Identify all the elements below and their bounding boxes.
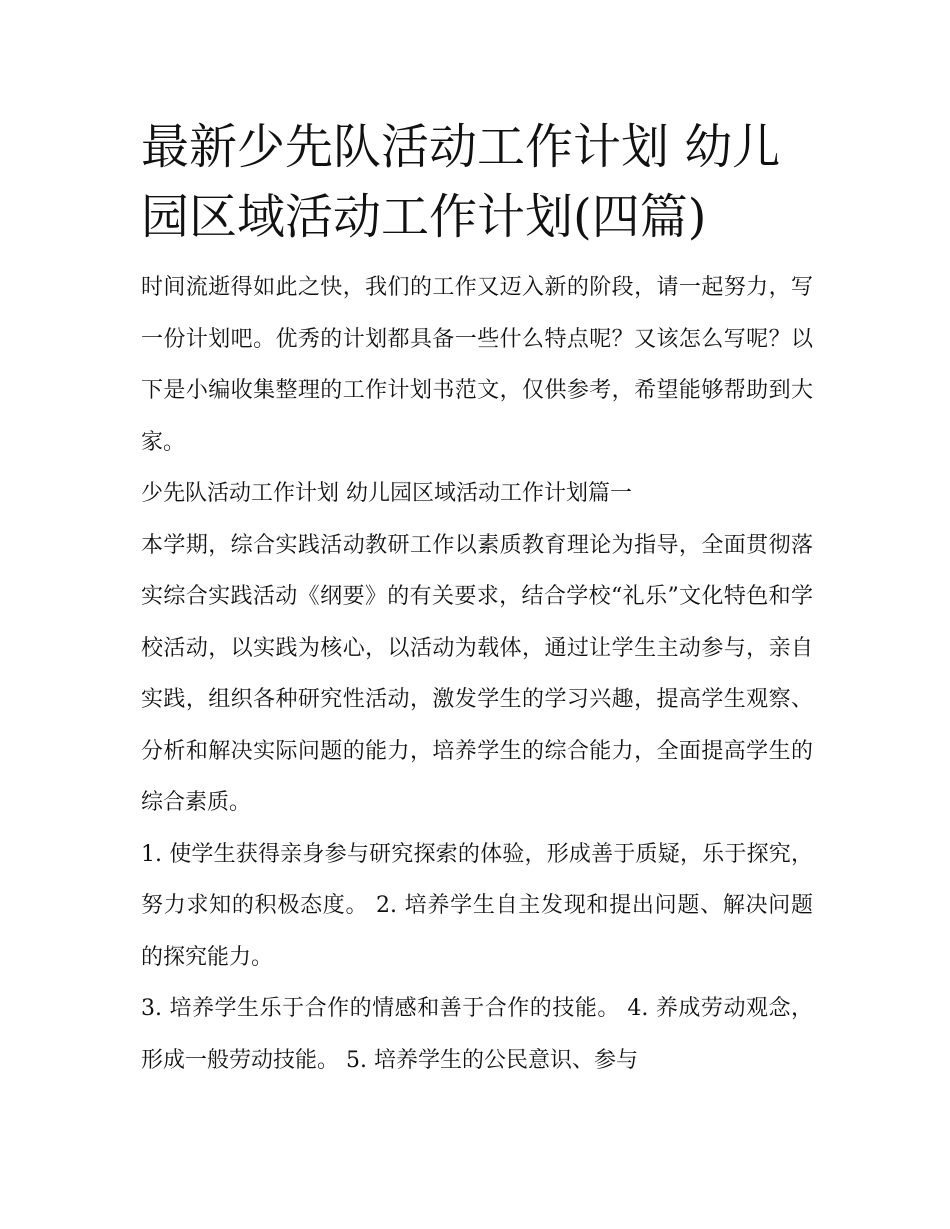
goal-list-paragraph: 3. 培养学生乐于合作的情感和善于合作的技能。 4. 养成劳动观念，形成一般劳动技能。 5. 培养学生的公民意识、参与 bbox=[141, 996, 813, 1073]
goal-list-paragraph: 1. 使学生获得亲身参与研究探索的体验，形成善于质疑，乐于探究，努力求知的积极态度。 2. 培养学生自主发现和提出问题、解决问题的探究能力。 bbox=[141, 841, 813, 970]
intro-paragraph: 时间流逝得如此之快，我们的工作又迈入新的阶段，请一起努力，写一份计划吧。优秀的计划都具备一些什么特点呢？又该怎么写呢？以下是小编收集整理的工作计划书范文，仅供参考，希望能够帮助到大家。 bbox=[141, 275, 813, 455]
section-heading: 少先队活动工作计划 幼儿园区域活动工作计划篇一 bbox=[141, 481, 632, 506]
body-paragraph: 本学期，综合实践活动教研工作以素质教育理论为指导，全面贯彻落实综合实践活动《纲要》的有关要求，结合学校“礼乐”文化特色和学校活动，以实践为核心，以活动为载体，通过让学生主动参与，亲自实践，组织各种研究性活动，激发学生的学习兴趣，提高学生观察、分析和解决实际问题的能力，培养学生的综合能力，全面提高学生的综合素质。 bbox=[141, 532, 813, 815]
document-body bbox=[141, 112, 813, 1086]
document-title: 最新少先队活动工作计划 幼儿园区域活动工作计划(四篇) bbox=[141, 119, 781, 245]
